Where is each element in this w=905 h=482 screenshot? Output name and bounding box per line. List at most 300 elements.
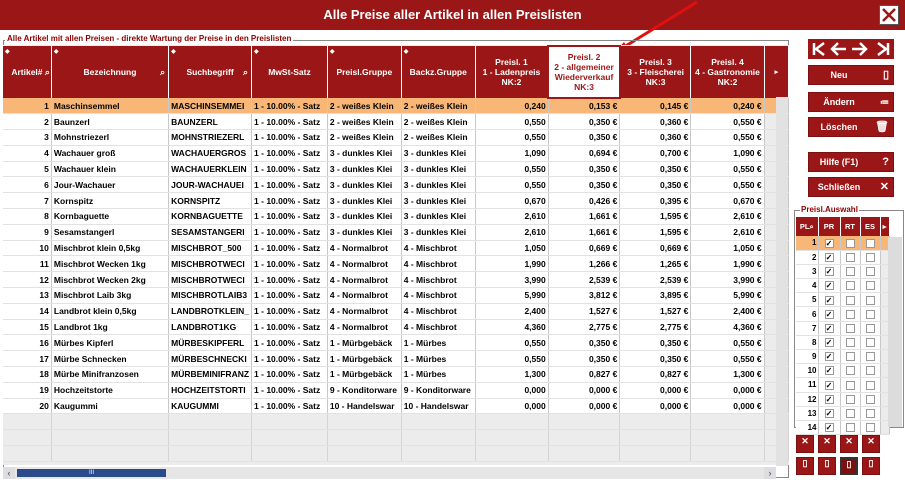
- pricelist-pr-cell[interactable]: [818, 321, 840, 335]
- doc-2-button[interactable]: [818, 457, 836, 475]
- next-record-icon[interactable]: [852, 43, 866, 55]
- table-cell: 1 - 10.00% - Satz: [252, 161, 328, 177]
- delete-button[interactable]: Löschen 🗑: [808, 117, 894, 137]
- table-cell: 3 - dunkles Klei: [401, 209, 475, 225]
- table-row[interactable]: [3, 98, 789, 114]
- table-cell[interactable]: 4,360 €: [691, 319, 764, 335]
- table-cell[interactable]: 0,550: [475, 114, 548, 130]
- table-cell[interactable]: 0,550: [475, 177, 548, 193]
- grid-horizontal-scrollbar[interactable]: [3, 467, 776, 479]
- table-cell[interactable]: 0,360 €: [620, 114, 691, 130]
- table-cell[interactable]: 0,669 €: [548, 240, 620, 256]
- table-cell[interactable]: 0,350 €: [548, 114, 620, 130]
- table-cell[interactable]: 0,350 €: [620, 177, 691, 193]
- table-cell: 3 - dunkles Klei: [327, 224, 401, 240]
- table-cell[interactable]: 0,550: [475, 161, 548, 177]
- pr-checkbox[interactable]: ✓: [825, 295, 833, 305]
- es-checkbox[interactable]: [866, 395, 875, 404]
- pricelist-rt-cell[interactable]: [840, 236, 860, 250]
- table-cell[interactable]: 3,990: [475, 272, 548, 288]
- close-dialog-button[interactable]: Schließen ✕: [808, 177, 894, 197]
- table-cell: 4 - Normalbrot: [327, 288, 401, 304]
- pricelist-row[interactable]: [796, 335, 889, 349]
- pricelist-es-cell[interactable]: [860, 307, 880, 321]
- table-cell[interactable]: 0,395 €: [620, 193, 691, 209]
- pricelist-es-cell[interactable]: [860, 279, 880, 293]
- table-cell[interactable]: 0,350 €: [620, 335, 691, 351]
- table-cell: HOCHZEITSTORTI: [169, 382, 252, 398]
- table-cell: 15: [3, 319, 51, 335]
- table-row[interactable]: [3, 319, 789, 335]
- table-row[interactable]: [3, 351, 789, 367]
- table-cell: MÜRBESCHNECKI: [169, 351, 252, 367]
- doc-icon: ▯: [802, 458, 808, 468]
- table-cell: 14: [3, 303, 51, 319]
- table-cell[interactable]: 4,360: [475, 319, 548, 335]
- empty-cell: [548, 430, 620, 446]
- table-cell[interactable]: 0,350 €: [620, 351, 691, 367]
- empty-row: [3, 446, 789, 462]
- table-cell[interactable]: 1,300: [475, 367, 548, 383]
- pricelist-pr-cell[interactable]: [818, 406, 840, 420]
- pr-checkbox[interactable]: ✓: [825, 409, 833, 419]
- table-cell[interactable]: 1,300 €: [691, 367, 764, 383]
- pricelist-es-cell[interactable]: [860, 250, 880, 264]
- x-icon: ✕: [845, 436, 853, 446]
- previous-record-icon[interactable]: [832, 43, 846, 55]
- empty-cell: [3, 414, 51, 430]
- table-cell[interactable]: 1,265 €: [620, 256, 691, 272]
- table-cell: JOUR-WACHAUEI: [169, 177, 252, 193]
- rt-checkbox[interactable]: [846, 296, 855, 305]
- rt-checkbox[interactable]: [846, 253, 855, 262]
- table-cell[interactable]: 0,000 €: [691, 382, 764, 398]
- pricelist-es-cell[interactable]: [860, 364, 880, 378]
- table-cell[interactable]: 0,827 €: [620, 367, 691, 383]
- table-cell[interactable]: 1,990: [475, 256, 548, 272]
- pr-checkbox[interactable]: ✓: [825, 281, 833, 291]
- table-cell[interactable]: 2,610 €: [691, 224, 764, 240]
- first-record-icon[interactable]: [810, 40, 828, 58]
- es-checkbox[interactable]: [866, 423, 875, 432]
- clear-1-button[interactable]: [796, 435, 814, 453]
- rt-checkbox[interactable]: [846, 352, 855, 361]
- rt-checkbox[interactable]: [846, 281, 855, 290]
- table-cell[interactable]: 0,000 €: [620, 398, 691, 414]
- table-cell: 1 - 10.00% - Satz: [252, 209, 328, 225]
- table-cell[interactable]: 0,670 €: [691, 193, 764, 209]
- table-cell: 4 - Normalbrot: [327, 272, 401, 288]
- pricelist-row[interactable]: [796, 350, 889, 364]
- search-icon[interactable]: ⌕: [243, 67, 249, 77]
- pricelist-pr-cell[interactable]: [818, 236, 840, 250]
- table-cell[interactable]: 1,090: [475, 145, 548, 161]
- col-header-backzgruppe[interactable]: ◆ Backz.Gruppe: [401, 46, 475, 98]
- pricelist-pr-cell[interactable]: [818, 420, 840, 434]
- rt-checkbox[interactable]: [846, 395, 855, 404]
- empty-cell: [548, 414, 620, 430]
- pricelist-number: 12: [796, 392, 818, 406]
- pricelist-rt-cell[interactable]: [840, 293, 860, 307]
- es-checkbox[interactable]: [866, 296, 875, 305]
- table-cell: KAUGUMMI: [169, 398, 252, 414]
- table-cell[interactable]: 1,595 €: [620, 209, 691, 225]
- search-icon[interactable]: ⌕: [160, 67, 166, 77]
- table-cell[interactable]: 0,550 €: [691, 130, 764, 146]
- pricelist-row[interactable]: [796, 236, 889, 250]
- pricelist-pr-cell[interactable]: [818, 350, 840, 364]
- close-button[interactable]: [879, 5, 899, 25]
- pricelist-number: 8: [796, 335, 818, 349]
- doc-3-button[interactable]: [840, 457, 858, 475]
- pricelist-es-cell[interactable]: [860, 264, 880, 278]
- pricelist-row[interactable]: [796, 378, 889, 392]
- col-header-more[interactable]: ▸: [764, 46, 788, 98]
- col-header-preisl-1[interactable]: Preisl. 1 1 - Ladenpreis NK:2: [475, 46, 548, 98]
- table-cell[interactable]: 0,350 €: [548, 335, 620, 351]
- price-table: [3, 45, 789, 462]
- pricelist-row[interactable]: [796, 307, 889, 321]
- empty-cell: [327, 414, 401, 430]
- pricelist-row[interactable]: [796, 392, 889, 406]
- pricelist-es-cell[interactable]: [860, 293, 880, 307]
- pricelist-rt-cell[interactable]: [840, 364, 860, 378]
- table-row[interactable]: [3, 209, 789, 225]
- table-cell[interactable]: 5,990 €: [691, 288, 764, 304]
- pricelist-row[interactable]: [796, 264, 889, 278]
- table-cell[interactable]: 0,000 €: [620, 382, 691, 398]
- table-row[interactable]: [3, 335, 789, 351]
- table-cell[interactable]: 0,000 €: [548, 398, 620, 414]
- col-header-mwst[interactable]: ◆ MwSt-Satz: [252, 46, 328, 98]
- empty-cell: [51, 430, 168, 446]
- pricelist-es-cell[interactable]: [860, 350, 880, 364]
- scroll-thumb[interactable]: III: [17, 469, 166, 477]
- pricelist-pr-cell[interactable]: [818, 250, 840, 264]
- pricelist-pr-cell[interactable]: [818, 293, 840, 307]
- table-row[interactable]: [3, 288, 789, 304]
- empty-cell: [401, 414, 475, 430]
- price-grid[interactable]: [3, 45, 789, 465]
- table-cell[interactable]: 0,550: [475, 335, 548, 351]
- pricelist-rt-cell[interactable]: [840, 350, 860, 364]
- table-cell[interactable]: 0,000: [475, 382, 548, 398]
- pr-checkbox[interactable]: ✓: [825, 323, 833, 333]
- table-cell[interactable]: 0,669 €: [620, 240, 691, 256]
- pricelist-rt-cell[interactable]: [840, 250, 860, 264]
- scroll-right-icon[interactable]: ›: [764, 467, 776, 479]
- pr-checkbox[interactable]: ✓: [825, 366, 833, 376]
- pr-checkbox[interactable]: ✓: [825, 238, 833, 248]
- pricelist-rt-cell[interactable]: [840, 264, 860, 278]
- rt-checkbox[interactable]: [846, 338, 855, 347]
- table-cell[interactable]: 0,360 €: [620, 130, 691, 146]
- clear-2-button[interactable]: [818, 435, 836, 453]
- table-cell[interactable]: 0,350 €: [548, 130, 620, 146]
- last-record-icon[interactable]: [878, 43, 888, 55]
- col-header-preisl-3[interactable]: Preisl. 3 3 - Fleischerei NK:3: [620, 46, 691, 98]
- col-header-bezeichnung[interactable]: ◆ Bezeichnung ⌕: [51, 46, 168, 98]
- empty-cell: [620, 414, 691, 430]
- help-button[interactable]: Hilfe (F1) ?: [808, 152, 894, 172]
- es-checkbox[interactable]: [866, 381, 875, 390]
- more-col-header[interactable]: ▸: [880, 217, 889, 236]
- table-cell: Kornbaguette: [51, 209, 168, 225]
- pricelist-es-cell[interactable]: [860, 236, 880, 250]
- rt-checkbox[interactable]: [846, 239, 855, 248]
- rt-checkbox[interactable]: [846, 423, 855, 432]
- pricelist-pr-cell[interactable]: [818, 279, 840, 293]
- new-button[interactable]: Neu ▯: [808, 65, 894, 85]
- col-header-preisl-4[interactable]: Preisl. 4 4 - Gastronomie NK:2: [691, 46, 764, 98]
- doc-icon: ▯: [824, 458, 830, 468]
- table-cell[interactable]: 3,812 €: [548, 288, 620, 304]
- rt-checkbox[interactable]: [846, 324, 855, 333]
- clear-4-button[interactable]: [862, 435, 880, 453]
- table-row[interactable]: [3, 161, 789, 177]
- empty-row: [3, 414, 789, 430]
- table-cell[interactable]: 3,895 €: [620, 288, 691, 304]
- table-row[interactable]: [3, 240, 789, 256]
- table-cell: 1 - 10.00% - Satz: [252, 398, 328, 414]
- table-row[interactable]: [3, 367, 789, 383]
- pricelist-rt-cell[interactable]: [840, 378, 860, 392]
- table-cell[interactable]: 1,050: [475, 240, 548, 256]
- pricelist-vertical-scrollbar[interactable]: [888, 237, 902, 427]
- es-checkbox[interactable]: [866, 352, 875, 361]
- pricelist-rt-cell[interactable]: [840, 392, 860, 406]
- table-cell[interactable]: 2,610: [475, 209, 548, 225]
- es-checkbox[interactable]: [866, 267, 875, 276]
- pricelist-rt-cell[interactable]: [840, 307, 860, 321]
- grid-vertical-scrollbar[interactable]: [776, 97, 788, 466]
- table-cell[interactable]: 1,050 €: [691, 240, 764, 256]
- table-cell[interactable]: 0,240: [475, 98, 548, 114]
- es-checkbox[interactable]: [866, 366, 875, 375]
- clear-3-button[interactable]: [840, 435, 858, 453]
- table-cell: 18: [3, 367, 51, 383]
- table-cell: 2: [3, 114, 51, 130]
- table-cell[interactable]: 2,539 €: [620, 272, 691, 288]
- table-row[interactable]: [3, 193, 789, 209]
- es-checkbox[interactable]: [866, 310, 875, 319]
- rt-checkbox[interactable]: [846, 267, 855, 276]
- table-row[interactable]: [3, 224, 789, 240]
- es-checkbox[interactable]: [866, 253, 875, 262]
- table-cell[interactable]: 0,000: [475, 398, 548, 414]
- pricelist-selection-grid[interactable]: [796, 217, 903, 433]
- table-cell[interactable]: 2,539 €: [548, 272, 620, 288]
- table-cell[interactable]: 0,426 €: [548, 193, 620, 209]
- window-title: Alle Preise aller Artikel in allen Preislisten: [323, 7, 582, 22]
- table-cell[interactable]: 0,670: [475, 193, 548, 209]
- table-row[interactable]: [3, 256, 789, 272]
- pricelist-row[interactable]: [796, 364, 889, 378]
- es-checkbox[interactable]: [866, 409, 875, 418]
- pricelist-pr-cell[interactable]: [818, 364, 840, 378]
- scroll-left-icon[interactable]: ‹: [3, 467, 15, 479]
- pricelist-pr-cell[interactable]: [818, 264, 840, 278]
- pr-checkbox[interactable]: ✓: [825, 338, 833, 348]
- pricelist-es-cell[interactable]: [860, 335, 880, 349]
- rt-checkbox[interactable]: [846, 366, 855, 375]
- es-checkbox[interactable]: [866, 324, 875, 333]
- record-navigator: [808, 39, 894, 59]
- pr-checkbox[interactable]: ✓: [825, 267, 833, 277]
- pr-checkbox[interactable]: ✓: [825, 309, 833, 319]
- empty-cell: [3, 446, 51, 462]
- table-cell[interactable]: 0,550 €: [691, 161, 764, 177]
- table-cell: 4 - Normalbrot: [327, 319, 401, 335]
- table-cell[interactable]: 0,350 €: [548, 177, 620, 193]
- table-cell: 17: [3, 351, 51, 367]
- pricelist-pr-cell[interactable]: [818, 335, 840, 349]
- table-cell[interactable]: 2,610: [475, 224, 548, 240]
- table-cell: 3 - dunkles Klei: [401, 161, 475, 177]
- table-cell[interactable]: 0,240 €: [691, 98, 764, 114]
- table-cell: Mürbe Minifranzosen: [51, 367, 168, 383]
- es-col-header[interactable]: ES: [860, 217, 880, 236]
- table-row[interactable]: [3, 130, 789, 146]
- table-cell[interactable]: 0,000 €: [691, 398, 764, 414]
- pricelist-es-cell[interactable]: [860, 420, 880, 434]
- table-row[interactable]: [3, 177, 789, 193]
- pricelist-row[interactable]: [796, 279, 889, 293]
- col-header-preislgruppe[interactable]: ◆ Preisl.Gruppe: [327, 46, 401, 98]
- pricelist-row[interactable]: [796, 293, 889, 307]
- es-checkbox[interactable]: [866, 239, 875, 248]
- pricelist-row[interactable]: [796, 406, 889, 420]
- table-cell[interactable]: 0,350 €: [548, 351, 620, 367]
- table-cell[interactable]: 0,550 €: [691, 114, 764, 130]
- pricelist-pr-cell[interactable]: [818, 392, 840, 406]
- table-cell[interactable]: 0,550 €: [691, 335, 764, 351]
- table-cell[interactable]: 0,550 €: [691, 177, 764, 193]
- pricelist-es-cell[interactable]: [860, 406, 880, 420]
- articles-group-title: Alle Artikel mit allen Preisen - direkte Wartung der Preise in den Preislisten: [7, 34, 292, 43]
- table-cell: Mischbrot Laib 3kg: [51, 288, 168, 304]
- table-cell: Landbrot klein 0,5kg: [51, 303, 168, 319]
- table-cell: WACHAUERGROS: [169, 145, 252, 161]
- table-cell[interactable]: 0,550: [475, 130, 548, 146]
- es-checkbox[interactable]: [866, 338, 875, 347]
- pricelist-es-cell[interactable]: [860, 392, 880, 406]
- table-cell[interactable]: 2,400 €: [691, 303, 764, 319]
- table-row[interactable]: [3, 145, 789, 161]
- pricelist-pr-cell[interactable]: [818, 307, 840, 321]
- table-cell[interactable]: 0,145 €: [620, 98, 691, 114]
- table-row[interactable]: [3, 114, 789, 130]
- table-cell[interactable]: 1,266 €: [548, 256, 620, 272]
- pricelist-rt-cell[interactable]: [840, 406, 860, 420]
- col-header-suchbegriff[interactable]: ◆ Suchbegriff ⌕: [169, 46, 252, 98]
- table-cell[interactable]: 0,350 €: [620, 161, 691, 177]
- pricelist-es-cell[interactable]: [860, 321, 880, 335]
- table-cell: SESAMSTANGERI: [169, 224, 252, 240]
- pr-checkbox[interactable]: ✓: [825, 352, 833, 362]
- table-row[interactable]: [3, 272, 789, 288]
- pricelist-rt-cell[interactable]: [840, 321, 860, 335]
- pl-col-header[interactable]: PL⌕: [796, 217, 818, 236]
- table-cell[interactable]: 3,990 €: [691, 272, 764, 288]
- table-cell: 1 - 10.00% - Satz: [252, 367, 328, 383]
- table-cell[interactable]: 0,350 €: [548, 161, 620, 177]
- empty-cell: [620, 430, 691, 446]
- table-cell[interactable]: 0,700 €: [620, 145, 691, 161]
- table-cell[interactable]: 2,400: [475, 303, 548, 319]
- col-header-preisl-2[interactable]: Preisl. 2 2 - allgemeiner Wiederverkauf NK:3: [548, 46, 620, 98]
- pricelist-row[interactable]: [796, 420, 889, 434]
- table-cell[interactable]: 1,595 €: [620, 224, 691, 240]
- empty-cell: [548, 446, 620, 462]
- table-cell[interactable]: 1,661 €: [548, 224, 620, 240]
- pr-checkbox[interactable]: ✓: [825, 380, 833, 390]
- table-cell: 1 - 10.00% - Satz: [252, 335, 328, 351]
- table-cell: 6: [3, 177, 51, 193]
- doc-1-button[interactable]: [796, 457, 814, 475]
- edit-button[interactable]: Ändern ≔: [808, 92, 894, 112]
- pr-col-header[interactable]: PR: [818, 217, 840, 236]
- pricelist-row[interactable]: [796, 321, 889, 335]
- table-cell[interactable]: 0,000 €: [548, 382, 620, 398]
- table-cell[interactable]: 0,153 €: [548, 98, 620, 114]
- table-cell[interactable]: 2,775 €: [620, 319, 691, 335]
- pr-checkbox[interactable]: ✓: [825, 394, 833, 404]
- doc-4-button[interactable]: [862, 457, 880, 475]
- table-cell[interactable]: 0,694 €: [548, 145, 620, 161]
- empty-cell: [252, 414, 328, 430]
- rt-checkbox[interactable]: [846, 310, 855, 319]
- pricelist-es-cell[interactable]: [860, 378, 880, 392]
- pricelist-rt-cell[interactable]: [840, 279, 860, 293]
- table-cell[interactable]: 2,775 €: [548, 319, 620, 335]
- table-cell[interactable]: 1,990 €: [691, 256, 764, 272]
- table-row[interactable]: [3, 398, 789, 414]
- table-cell[interactable]: 0,550 €: [691, 351, 764, 367]
- pricelist-number: 5: [796, 293, 818, 307]
- pricelist-number: 10: [796, 364, 818, 378]
- pricelist-rt-cell[interactable]: [840, 335, 860, 349]
- rt-checkbox[interactable]: [846, 409, 855, 418]
- empty-cell: [475, 430, 548, 446]
- table-cell[interactable]: 0,550: [475, 351, 548, 367]
- pr-checkbox[interactable]: ✓: [825, 423, 833, 433]
- table-cell: 3 - dunkles Klei: [327, 209, 401, 225]
- table-cell[interactable]: 0,827 €: [548, 367, 620, 383]
- table-cell[interactable]: 5,990: [475, 288, 548, 304]
- rt-checkbox[interactable]: [846, 381, 855, 390]
- table-cell[interactable]: 1,527 €: [620, 303, 691, 319]
- question-icon: ?: [882, 156, 889, 168]
- search-icon[interactable]: ⌕: [44, 67, 50, 77]
- table-cell: 1 - 10.00% - Satz: [252, 288, 328, 304]
- col-header-artikel[interactable]: ◆ Artikel# ⌕: [3, 46, 51, 98]
- table-cell[interactable]: 2,610 €: [691, 209, 764, 225]
- table-cell: MISCHBROTWECI: [169, 256, 252, 272]
- pr-checkbox[interactable]: ✓: [825, 252, 833, 262]
- rt-col-header[interactable]: RT: [840, 217, 860, 236]
- table-row[interactable]: [3, 303, 789, 319]
- es-checkbox[interactable]: [866, 281, 875, 290]
- table-row[interactable]: [3, 382, 789, 398]
- pricelist-row[interactable]: [796, 250, 889, 264]
- pricelist-pr-cell[interactable]: [818, 378, 840, 392]
- navigator-icons: [808, 39, 894, 59]
- table-cell[interactable]: 1,527 €: [548, 303, 620, 319]
- pricelist-rt-cell[interactable]: [840, 420, 860, 434]
- table-cell[interactable]: 1,661 €: [548, 209, 620, 225]
- table-cell[interactable]: 1,090 €: [691, 145, 764, 161]
